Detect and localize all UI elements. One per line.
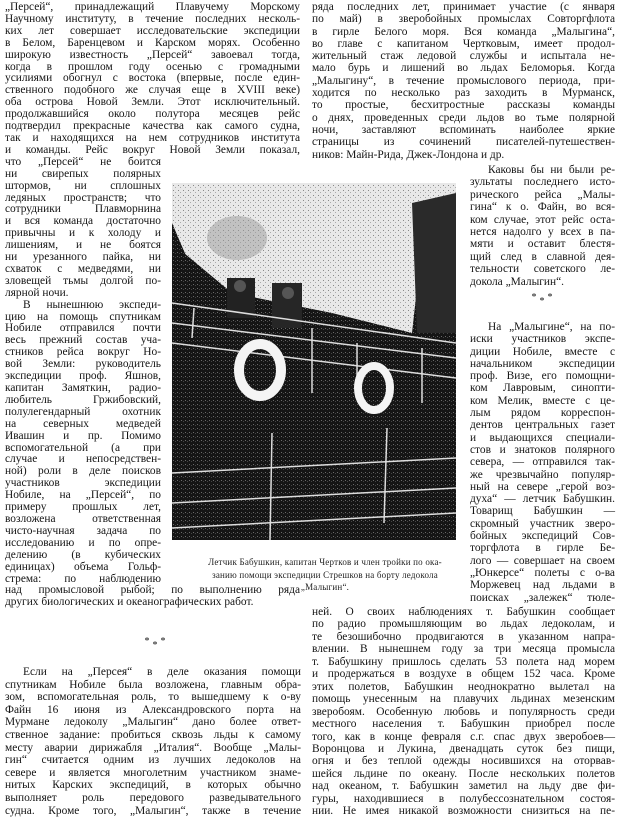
text-line: проф. Визе, его помощни- <box>470 370 615 383</box>
text-line: севера, — отправился так- <box>470 456 615 469</box>
text-line: огня и без теплой одежды носившихся на оторвав- <box>312 755 615 768</box>
text-line: ный на севере „герой воз- <box>470 480 615 493</box>
text-line: схваток с медведями, ни <box>5 262 161 275</box>
section-separator-right <box>527 292 557 307</box>
asterisk: * <box>160 636 166 647</box>
text-line: щий след в славной дея- <box>470 250 615 263</box>
left-column-bottom <box>5 666 301 817</box>
text-line: любитель Гржибовский, <box>5 393 161 406</box>
text-line: жительный стаж ледовой службы и испытала не- <box>312 50 615 63</box>
text-line: скромный участник зверо- <box>470 517 615 530</box>
text-line: ледяных пространств; что <box>5 191 161 204</box>
text-line: же чрезвычайно популяр- <box>470 468 615 481</box>
text-line: того, как в конце февраля с.г. спас двух зверобоев— <box>312 730 615 743</box>
text-line: гуры, находившиеся в полубессознательном состоя- <box>312 792 615 805</box>
text-line: влении. В нынешнем году за три месяца промысла <box>312 643 615 656</box>
text-line: зультаты последнего исто- <box>470 176 615 189</box>
text-line: чисто-научная задача по <box>5 524 161 537</box>
text-line: Если на „Персея“ в деле оказания помощи <box>23 666 301 678</box>
text-line: и продержаться в воздухе в общем 152 часа. Кроме <box>312 668 615 681</box>
asterisk: * <box>531 292 537 303</box>
text-line: нитых Карских экспедиций, в которых обычно <box>5 779 301 792</box>
photo-caption <box>180 556 470 594</box>
text-line: и команды. Рейс вокруг Новой Земли показал, <box>5 143 300 156</box>
text-line: бойных экспедиций Сов- <box>470 530 615 543</box>
text-line: весь прежний состав уча- <box>5 334 161 347</box>
text-line: и вся команда достаточно <box>5 215 161 228</box>
text-line: докола „Малыгин“. <box>470 275 565 288</box>
text-line: севере и является многолетним участником знаме- <box>5 766 301 779</box>
text-line: На „Малыгине“, на по- <box>488 321 615 333</box>
text-line: во главе с капитаном Чертковым, имеет продол- <box>312 37 615 50</box>
text-line: страницы из сочинений писателей-путешествен- <box>312 136 615 149</box>
text-line: стрема: по наблюдению <box>5 572 161 585</box>
text-line: стников рейса вокруг Но- <box>5 346 161 359</box>
text-line: ночи, заставляют вспоминать наиболее яркие <box>312 123 615 136</box>
text-line: зверобоям. Особенную любовь и популярность среди <box>312 705 615 718</box>
right-column-bottom <box>312 606 615 818</box>
text-line: Моржевец над льдами в <box>470 579 615 592</box>
asterisk: * <box>547 292 553 303</box>
text-line: над промысловой рыбой; по выполнению ряда <box>5 584 300 597</box>
text-line: оба острова Новой Земли. Этот исключительный. <box>5 96 300 109</box>
paragraph <box>5 2 300 157</box>
text-line: выполняет роль передового разведывательного <box>5 791 301 804</box>
right-column-top <box>312 1 615 161</box>
text-line: Мурмане ледоколу „Малыгин“ дано более ответ- <box>5 716 301 729</box>
text-line: единицах) объема Гольф- <box>5 560 161 573</box>
text-line: стов и знатоков полярного <box>470 443 615 456</box>
text-line: спутникам Нобиле была возложена, главным обра- <box>5 678 301 691</box>
text-line: шейся льдине по океану. После нескольких полетов <box>312 767 615 780</box>
text-line: зловещей тьмы долгой по- <box>5 274 161 287</box>
text-line: в гирле Белого моря. Вся команда „Малыгина“, <box>312 25 615 38</box>
text-line: дентов центральных газет <box>470 419 615 432</box>
caption-line: Летчик Бабушкин, капитан Чертков и член тройки по ока- <box>208 557 442 567</box>
text-line: месту аварии дирижабля „Италия“. Вообще „Малы- <box>5 741 301 754</box>
text-line: вспомогательной (а при <box>5 441 161 454</box>
text-line: рического рейса „Малы- <box>470 188 615 201</box>
text-line: ней. О своих наблюдениях т. Бабушкин сообщает <box>312 606 615 618</box>
text-line: начальником экспедиции <box>470 357 615 370</box>
caption-line: занию помощи экспедиции Стрешков на борту ледокола <box>212 569 438 580</box>
text-line: примеру прошлых лет, <box>5 501 161 514</box>
text-line: над океаном, т. Бабушкин заметил на льду две фи- <box>312 780 615 793</box>
text-line: духа“ — летчик Бабушкин. <box>470 493 615 506</box>
text-line: полулегендарный охотник <box>5 405 161 418</box>
text-line: штормов, ни сплошных <box>5 179 161 192</box>
text-line: Нобиле, на „Персей“, по <box>5 489 161 502</box>
text-line: случае и непосредствен- <box>5 453 161 466</box>
text-line: Файн 16 июня из Александровского порта на <box>5 703 301 716</box>
text-line: ком случае, этот рейс оста- <box>470 213 615 226</box>
text-line: ственное задание: пробиться сквозь льды к самому <box>5 728 301 741</box>
text-line: делению (в кубических <box>5 548 161 561</box>
ship-deck-photo <box>172 183 456 540</box>
text-line: о днях, проведенных среди льдов во тьме полярной <box>312 111 615 124</box>
text-line: подтвердил прекрасные качества как самого судна, <box>5 120 300 133</box>
text-line: Каковы бы ни были ре- <box>488 164 615 176</box>
text-line: „Персей“, принадлежащий Плавучему Морскому <box>5 1 300 13</box>
text-line: „Малыгину“, в течение промыслового периода, при- <box>312 74 615 87</box>
paragraph <box>312 606 615 818</box>
text-line: продолжавшийся около полутора месяцев рейс <box>5 108 300 121</box>
paragraph <box>312 1 615 161</box>
text-line: что „Персей“ не боится <box>5 155 161 168</box>
text-line: т. Бабушкину пришлось сделать 53 полета над морем <box>312 655 615 668</box>
text-line: „Юнкерсе“ полеты с о-ва <box>470 566 615 579</box>
text-line: нии. Не имея никакой возможности снизиться на пе- <box>312 805 615 818</box>
text-line: участников экспедиции <box>5 477 161 490</box>
text-line: по май) в зверобойных промыслах Совторгфлота <box>312 13 615 26</box>
paragraph <box>470 164 615 288</box>
paragraph <box>470 321 615 604</box>
text-line: усилиями обогнул с востока (впервые, после един- <box>5 72 300 85</box>
text-line: помощь унесенным на плавучих льдинах мезенским <box>312 693 615 706</box>
text-line: вой Земли: руководитель <box>5 358 161 371</box>
text-line: то простые, бесхитростные рассказы команды <box>312 99 615 112</box>
text-line: тельности советского ле- <box>470 263 615 276</box>
text-line: Товарищ Бабушкин — <box>470 505 615 518</box>
asterisk: * <box>144 636 150 647</box>
asterisk: * <box>539 296 545 307</box>
text-line: этих полетов, Бабушкин неоднократно вылетал на <box>312 680 615 693</box>
text-line: В нынешнюю экспеди- <box>23 298 161 311</box>
text-line: на северных медведей <box>5 417 161 430</box>
text-line: ственного подобного же случая еще в XVIII веке) <box>5 84 300 97</box>
text-line: ни свирепых полярных <box>5 167 161 180</box>
text-line: иски участников экспе- <box>470 333 615 346</box>
text-line: Нобиле отправился почти <box>5 322 161 335</box>
text-line: лым рядом корреспон- <box>470 407 615 420</box>
text-line: ной) роли в деле поисков <box>5 465 161 478</box>
text-line: диции Нобиле, вместе с <box>470 345 615 358</box>
text-line: ходится по несколько раз заходить в Мурманск, <box>312 87 615 100</box>
text-line: ряда последних лет, принимает участие (с января <box>312 1 615 13</box>
text-line: гин“ считается одним из лучших ледоколов на <box>5 754 301 767</box>
text-line: и выдающихся специали- <box>470 431 615 444</box>
text-line: возложена ответственная <box>5 512 161 525</box>
text-line: сотрудники Плавморнина <box>5 203 161 216</box>
text-line: Научному институту, в течение последних несколь- <box>5 12 300 25</box>
text-line: местного населения т. Бабушкин приобрел после <box>312 718 615 731</box>
text-line: когда в прошлом году осенью с громадными <box>5 60 300 73</box>
text-line: исследованию и по опре- <box>5 536 161 549</box>
text-line: широкую известность „Персей“ завоевал тогда, <box>5 48 300 61</box>
caption-line: „Малыгин“. <box>300 582 350 592</box>
text-line: лярной ночи. <box>5 286 69 299</box>
text-line: ком Мелик, вместе с це- <box>470 394 615 407</box>
text-line: судна. Кроме того, „Малыгин“, также в течение <box>5 804 301 817</box>
text-line: ни урезанного пайка, ни <box>5 251 161 264</box>
text-line: мяти и оставит блестя- <box>470 238 615 251</box>
text-line: других биологических и океанографических работ. <box>5 596 254 609</box>
text-line: поисках „залежек“ тюле- <box>470 591 615 604</box>
text-line: лишениям, и не боятся <box>5 239 161 252</box>
photo-illustration <box>172 183 456 540</box>
text-line: лого — совершает на своем <box>470 554 615 567</box>
asterisk: * <box>152 640 158 651</box>
right-column-narrow-2 <box>470 321 615 604</box>
text-line: экспедиции проф. Яшнов, <box>5 370 161 383</box>
text-line: так и находящихся на нем сотрудников института <box>5 131 300 144</box>
text-line: зом, вспомогательная роль, то вышедшему к о-ву <box>5 691 301 704</box>
text-line: мало бурь и лишений во льдах Беломорья. Когда <box>312 62 615 75</box>
text-line: торгфлота в гирле Бе- <box>470 542 615 555</box>
text-line: ников: Майн-Рида, Джек-Лондона и др. <box>312 148 505 161</box>
text-line: в Белом, Баренцевом и Карском морях. Особенно <box>5 36 300 49</box>
text-line: цию на помощь спутникам <box>5 310 161 323</box>
right-column-narrow-1 <box>470 164 615 288</box>
paragraph <box>5 666 301 817</box>
text-line: Воронцова и Лукина, двенадцать суток без пищи, <box>312 742 615 755</box>
text-line: те безошибочно продвигаются в указанном напра- <box>312 630 615 643</box>
text-line: привычны и к холоду и <box>5 227 161 240</box>
text-line: капитан Замяткин, радио- <box>5 382 161 394</box>
text-line: гина“ к о. Файн, во вся- <box>470 201 615 214</box>
text-line: ком Лавровым, синопти- <box>470 382 615 395</box>
section-separator-left <box>140 636 170 651</box>
text-line: по радио промышляющим во льдах ледоколам, и <box>312 618 615 631</box>
text-line: ких лет совершает исследовательские экспедиции <box>5 24 300 37</box>
text-line: нется надолго у всех в па- <box>470 226 615 239</box>
text-line: Ивашин и пр. Помимо <box>5 429 161 442</box>
